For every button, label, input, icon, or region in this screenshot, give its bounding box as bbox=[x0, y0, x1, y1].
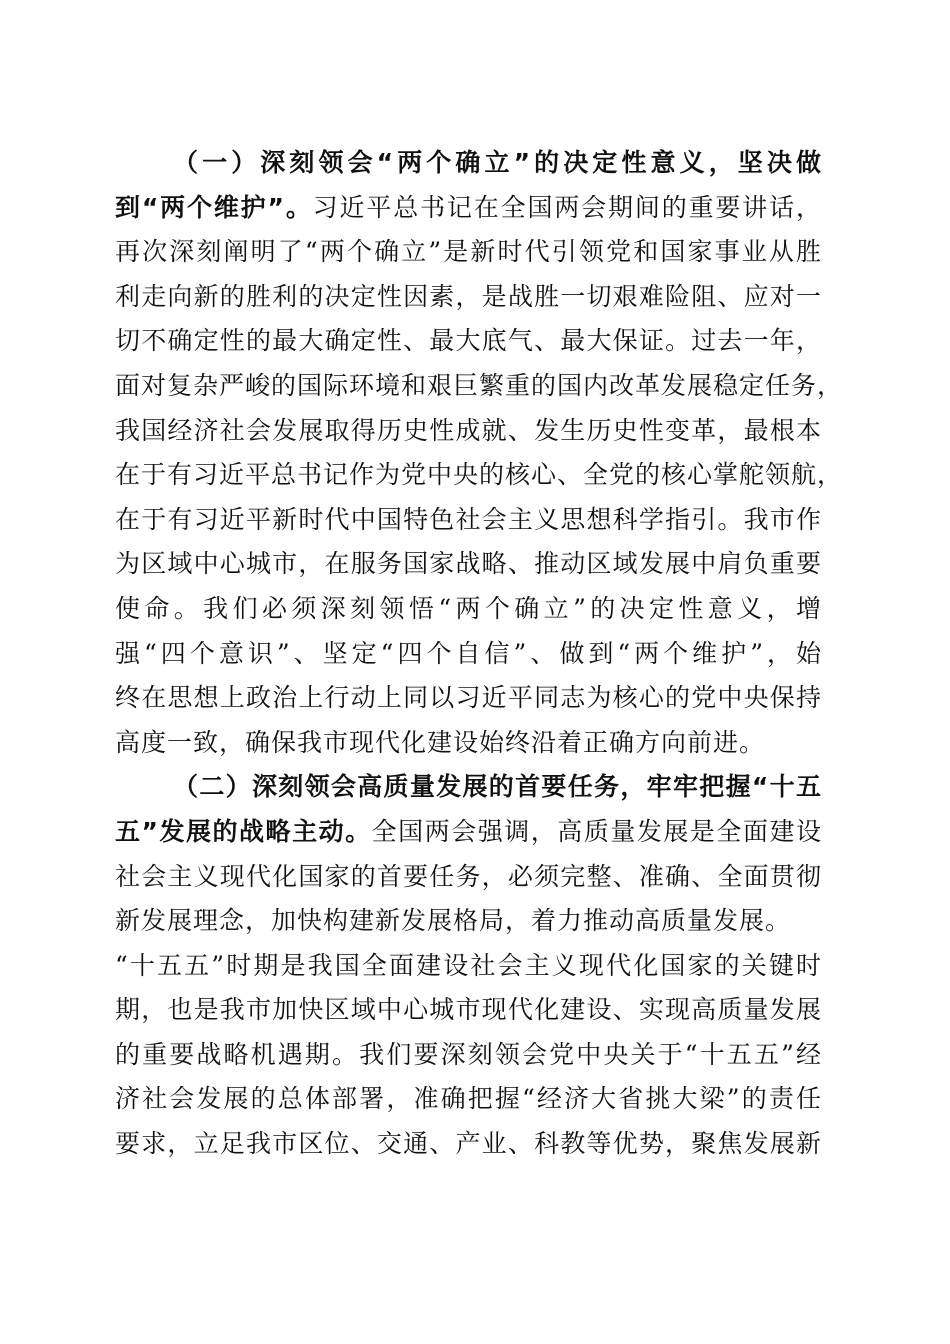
heading-text: （二）深刻领会高质量发展的首要任务，牢牢把握“十五 bbox=[173, 772, 822, 802]
body-text: 习近平总书记在全国两会期间的重要讲话， bbox=[312, 192, 822, 222]
text-line bbox=[115, 855, 822, 900]
text-line bbox=[115, 498, 822, 543]
text-line bbox=[115, 1077, 822, 1122]
body-text: 切不确定性的最大确定性、最大底气、最大保证。过去一年， bbox=[115, 326, 822, 356]
body-text: “十五五”时期是我国全面建设社会主义现代化国家的关键时 bbox=[115, 950, 822, 980]
heading-text: 五”发展的战略主动。 bbox=[115, 816, 372, 846]
body-text: 全国两会强调，高质量发展是全面建设 bbox=[371, 816, 822, 846]
text-line bbox=[115, 721, 822, 766]
text-line bbox=[115, 1033, 822, 1078]
body-text: 新发展理念，加快构建新发展格局，着力推动高质量发展。 bbox=[115, 906, 792, 936]
body-text: 使命。我们必须深刻领悟“两个确立”的决定性意义，增 bbox=[115, 593, 822, 623]
body-text: 期，也是我市加快区域中心城市现代化建设、实现高质量发展 bbox=[115, 995, 822, 1025]
text-line bbox=[115, 409, 822, 454]
text-line bbox=[115, 810, 822, 855]
text-line bbox=[115, 453, 844, 498]
text-line bbox=[115, 186, 822, 231]
paragraph bbox=[115, 765, 822, 1166]
text-line bbox=[115, 988, 822, 1033]
text-line bbox=[115, 364, 844, 409]
body-text: 再次深刻阐明了“两个确立”是新时代引领党和国家事业从胜 bbox=[115, 237, 822, 267]
body-text: 高度一致，确保我市现代化建设始终沿着正确方向前进。 bbox=[115, 727, 766, 757]
text-line bbox=[115, 765, 822, 810]
text-line bbox=[115, 632, 822, 677]
body-text: 终在思想上政治上行动上同以习近平同志为核心的党中央保持 bbox=[115, 683, 822, 713]
text-line bbox=[115, 230, 822, 275]
text-line bbox=[115, 141, 822, 186]
text-line bbox=[115, 1122, 822, 1167]
heading-text: （一）深刻领会“两个确立”的决定性意义，坚决做 bbox=[173, 148, 822, 177]
text-line bbox=[115, 587, 822, 632]
body-text: 要求，立足我市区位、交通、产业、科教等优势，聚焦发展新 bbox=[115, 1129, 822, 1159]
body-text: 在于有习近平总书记作为党中央的核心、全党的核心掌舵领航， bbox=[115, 460, 844, 490]
text-line bbox=[115, 319, 822, 364]
body-text: 济社会发展的总体部署，准确把握“经济大省挑大梁”的责任 bbox=[115, 1084, 822, 1114]
heading-text: 到“两个维护”。 bbox=[115, 192, 313, 222]
body-text: 在于有习近平新时代中国特色社会主义思想科学指引。我市作 bbox=[115, 504, 822, 534]
body-text: 面对复杂严峻的国际环境和艰巨繁重的国内改革发展稳定任务， bbox=[115, 370, 844, 400]
body-text: 利走向新的胜利的决定性因素，是战胜一切艰难险阻、应对一 bbox=[115, 281, 822, 311]
body-text: 的重要战略机遇期。我们要深刻领会党中央关于“十五五”经 bbox=[115, 1039, 822, 1069]
text-line bbox=[115, 275, 822, 320]
body-text: 强“四个意识”、坚定“四个自信”、做到“两个维护”，始 bbox=[115, 638, 822, 668]
text-line bbox=[115, 899, 822, 944]
document-page bbox=[115, 141, 844, 1167]
text-line bbox=[115, 676, 822, 721]
paragraph bbox=[115, 141, 844, 765]
body-text: 为区域中心城市，在服务国家战略、推动区域发展中肩负重要 bbox=[115, 549, 822, 579]
body-text: 社会主义现代化国家的首要任务，必须完整、准确、全面贯彻 bbox=[115, 861, 822, 891]
text-line bbox=[115, 944, 822, 989]
body-text: 我国经济社会发展取得历史性成就、发生历史性变革，最根本 bbox=[115, 415, 822, 445]
text-line bbox=[115, 542, 822, 587]
